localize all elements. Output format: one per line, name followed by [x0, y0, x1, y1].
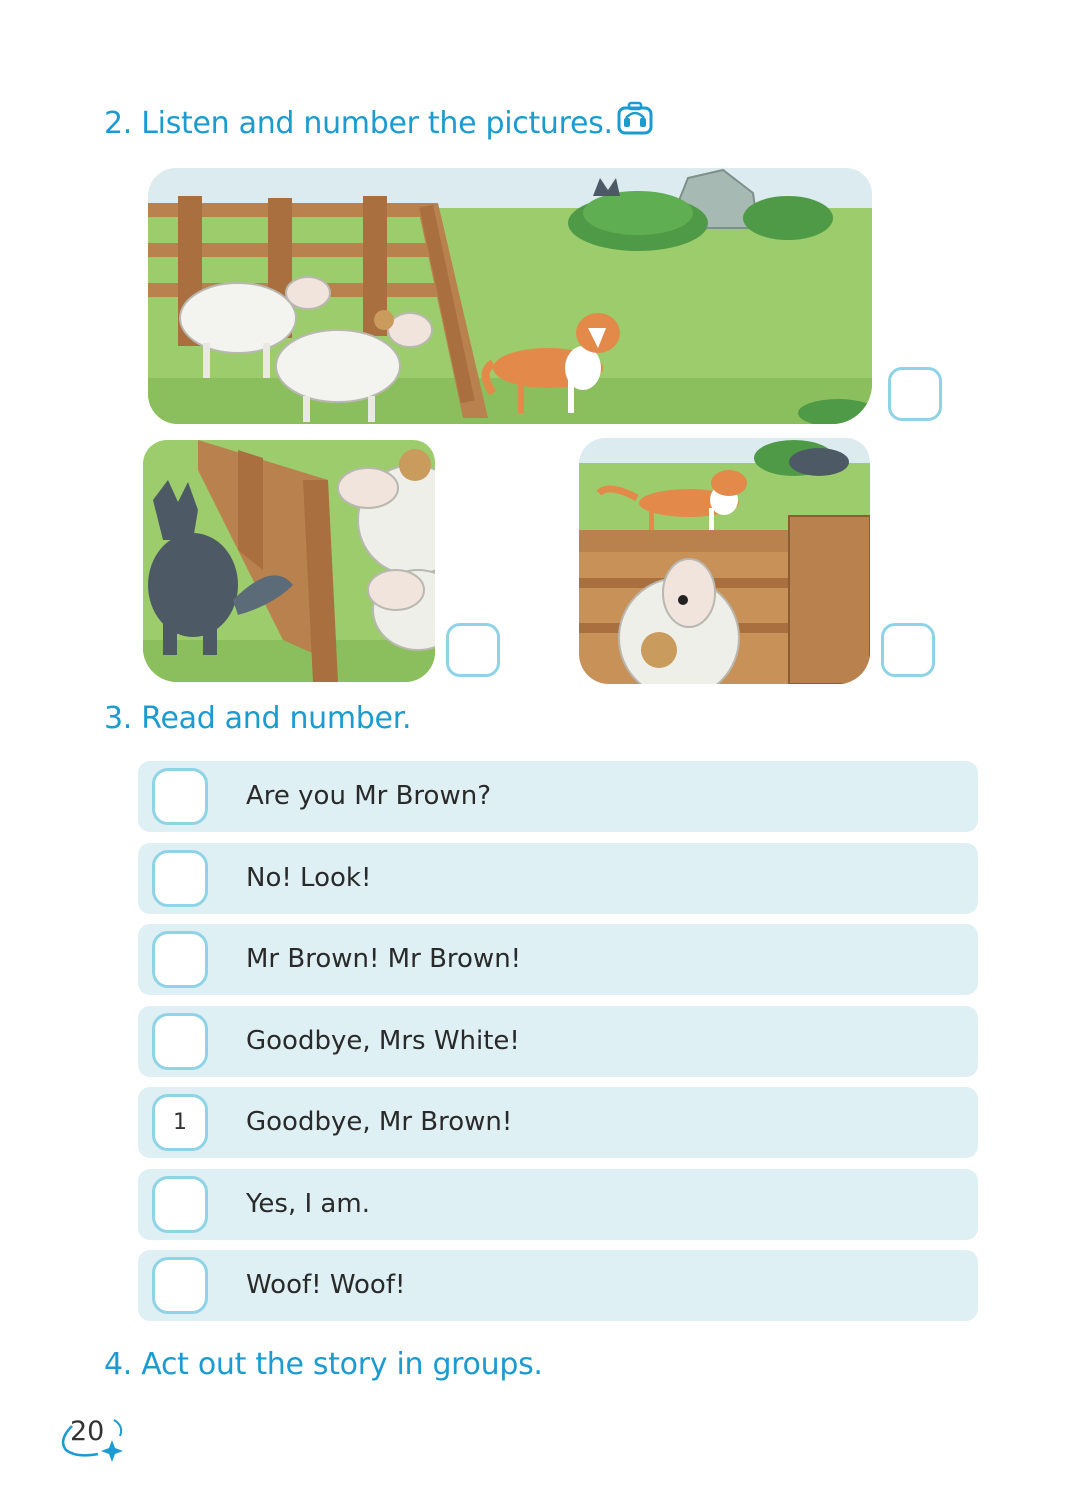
sentence-text: Mr Brown! Mr Brown! [246, 944, 522, 974]
sentence-number-box[interactable] [152, 1176, 208, 1233]
picture-wolf-fence-sheep [143, 440, 435, 682]
sentence-row [138, 843, 978, 914]
exercise-2-title [104, 106, 653, 143]
picture-sheep-pen-dog [148, 168, 872, 424]
picture-dog-fence-sheep [579, 438, 870, 684]
sentence-text: Goodbye, Mr Brown! [246, 1107, 513, 1137]
page-number [58, 1410, 130, 1470]
exercise-3-title: 3. Read and number. [104, 701, 412, 736]
sentence-row [138, 1169, 978, 1240]
exercise-4-title: 4. Act out the story in groups. [104, 1347, 543, 1382]
sentence-text: Are you Mr Brown? [246, 781, 491, 811]
sentence-list [138, 761, 978, 1332]
sentence-row [138, 924, 978, 995]
sentence-text: Yes, I am. [246, 1188, 370, 1219]
headphones-icon[interactable] [617, 101, 653, 143]
exercise-2-title-text: 2. Listen and number the pictures. [104, 106, 613, 141]
sentence-number-box[interactable] [152, 768, 208, 825]
sentence-number-box[interactable] [152, 850, 208, 907]
sentence-row [138, 1087, 978, 1158]
sentence-text: Woof! Woof! [246, 1270, 406, 1300]
picture-3-number-box[interactable] [881, 623, 935, 677]
page-number-text: 20 [70, 1416, 105, 1447]
sentence-number-box[interactable] [152, 1257, 208, 1314]
sentence-row [138, 761, 978, 832]
sentence-row [138, 1006, 978, 1077]
sentence-text: Goodbye, Mrs White! [246, 1025, 520, 1056]
sentence-number-box[interactable] [152, 931, 208, 988]
picture-1-number-box[interactable] [888, 367, 942, 421]
picture-2-number-box[interactable] [446, 623, 500, 677]
sentence-number-box[interactable]: 1 [152, 1094, 208, 1151]
sentence-text: No! Look! [246, 862, 372, 893]
sentence-row [138, 1250, 978, 1321]
sentence-number-box[interactable] [152, 1013, 208, 1070]
